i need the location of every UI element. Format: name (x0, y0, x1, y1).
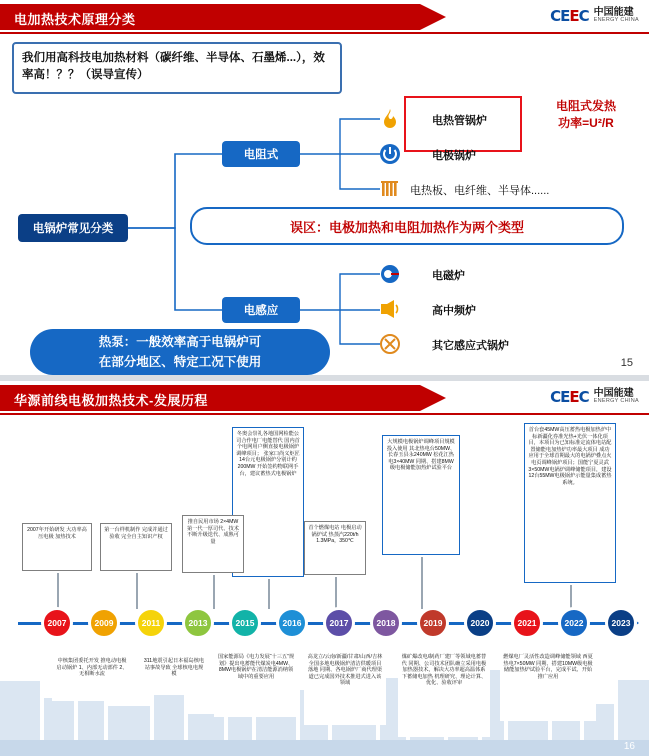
coil-icon (378, 332, 402, 356)
milestone-card-top-2: 大规模电极锅炉调峰项目規模投入使用 其北热电台50MW、长春玉县永240MW 松花江热电3×40MW 同期、搭建8MW级电极储能加热炉试验平台 (382, 435, 460, 555)
leaf-electromagnetic-furnace: 电磁炉 (432, 270, 465, 282)
milestone-card-mid-4: 首个燃煤电站 电极启动锅炉试 热蒸汽220t/h 1.3MPa，350℃ (304, 521, 366, 575)
flame-icon (378, 107, 402, 131)
milestone-card-mid-3: 推自民用市场 2×4MW 第一代一厚司代、技术不断升级迭代、成熟可量 (182, 515, 244, 573)
timeline-tick (421, 557, 423, 609)
node-inductive[interactable]: 电感应 (222, 297, 300, 323)
timeline-tick (136, 573, 138, 609)
timeline-year-2021[interactable]: 2021 (511, 607, 543, 639)
timeline-year-2016[interactable]: 2016 (276, 607, 308, 639)
timeline-year-2018[interactable]: 2018 (370, 607, 402, 639)
leaf-panel-fiber-semiconductor: 电热板、电纤维、半导体...... (410, 185, 550, 197)
logo-company-en-2: ENERGY CHINA (593, 398, 639, 405)
logo-company-en: ENERGY CHINA (593, 17, 639, 24)
milestone-card-mid-1: 2007年开始研发 大功率高压电极 加热技术 (22, 523, 92, 571)
heat-pump-callout (30, 329, 330, 375)
slide1-header (0, 0, 649, 34)
frequency-icon (378, 297, 402, 321)
timeline-tick (570, 585, 572, 609)
radiator-icon (378, 177, 402, 201)
milestone-card-mid-2: 第一台样机制作 完成并通过验收 完全自主知识产权 (100, 523, 172, 571)
node-resistive[interactable]: 电阻式 (222, 141, 300, 167)
slide-development-history (0, 381, 649, 756)
slide2-body (0, 415, 649, 756)
milestone-card-bottom-5: 煤矿爆改电/制药厂建厂等领域电蓄替代 同期、公司技术团队确立采用电极加热器技术，解决大功率超高温体系下蓄储电加热 机理研究、理论计算、优化、验收评审 (398, 651, 490, 737)
milestone-card-top-1: 冬奥会崇礼各地国网检能公司合作电厂电能替代 国内首个电网用户侧直接电极锅炉调峰项目； 张家口尚义炬匠14台元电极锅炉分别计约200MW 开始签约物联网手台，建议蓄热式电极锅炉 (232, 427, 304, 577)
slide1-body (0, 34, 649, 375)
slide2-header (0, 381, 649, 415)
heat-pump-line2: 在部分地区、特定工况下使用 (98, 355, 262, 369)
misleading-note: 我们用高科技电加热材料（碳纤维、半导体、石墨烯...），效率高！？？（误导宣传） (12, 42, 342, 94)
timeline-year-2017[interactable]: 2017 (323, 607, 355, 639)
timeline-tick (57, 573, 59, 609)
timeline-year-2007[interactable]: 2007 (41, 607, 73, 639)
page-title: 电加热技术原理分类 (14, 12, 136, 27)
timeline-year-2022[interactable]: 2022 (558, 607, 590, 639)
slide1-page-number: 15 (620, 357, 633, 369)
leaf-electric-tube-boiler: 电热管锅炉 (432, 115, 487, 127)
milestone-card-bottom-6: 燃煤电厂灵活性改造调峰储能领域 西夏热电7×50MW 同期、搭建10MW级电极储能加热炉试验平台，完成平试、开始推广应用 (500, 651, 596, 721)
logo-mark: CEEC (550, 7, 589, 25)
milestone-card-top-3: 首台套45MW高压蓄热电极加热炉中标新疆化券准光热+光伏一体化项目，本项目为已知标准定流体电站配置储能电加热炉功率最大项目 成功应用于全球首期最大的电锅炉叠点火电页调峰锅炉项目；国能宁夏灵武3×50MW电锅炉调峰储能项目，建设12台55MW电极锅炉示能量集成蓄热系统。 (524, 423, 616, 583)
timeline-year-2009[interactable]: 2009 (88, 607, 120, 639)
logo-company-cn-2: 中国能建 (593, 387, 634, 399)
timeline-year-2020[interactable]: 2020 (464, 607, 496, 639)
timeline-tick (213, 575, 215, 609)
milestone-card-bottom-1: 中核集团委托开发 推电动电极启动锅炉 1、内部无动部件 2、无相断水流 (52, 655, 132, 701)
formula-line2: 功率=U²/R (558, 116, 614, 130)
logo-company-cn: 中国能建 (593, 6, 634, 18)
brand-logo (550, 7, 639, 25)
leaf-electrode-boiler: 电极锅炉 (432, 150, 476, 162)
power-icon (378, 142, 402, 166)
timeline-year-2023[interactable]: 2023 (605, 607, 637, 639)
slide-heating-classification (0, 0, 649, 375)
timeline-tick (335, 577, 337, 609)
slide2-page-number: 16 (623, 741, 635, 752)
misconception-callout: 误区：电极加热和电阻加热作为两个类型 (190, 207, 624, 245)
leaf-mid-high-frequency-furnace: 高中频炉 (432, 305, 476, 317)
heat-pump-line1: 热泵：一般效率高于电锅炉可 (98, 335, 262, 349)
timeline-year-2011[interactable]: 2011 (135, 607, 167, 639)
logo-mark-2: CEEC (550, 388, 589, 406)
brand-logo-2 (550, 388, 639, 406)
formula-line1: 电阻式发热 (555, 99, 616, 113)
milestone-card-bottom-4: 高龙立/云南/新疆/甘肃/山西/吉林全国多地电极锅炉清洁供暖项目落地 同期、各电锅炉厂商代理渠道已完成国外技术推进式进入该领域 (304, 651, 386, 725)
timeline-year-2015[interactable]: 2015 (229, 607, 261, 639)
timeline-year-2013[interactable]: 2013 (182, 607, 214, 639)
milestone-card-bottom-2: 311地震引起日本福岛核电站事故导致 全球核电电规模 (140, 655, 208, 695)
leaf-other-induction-boiler: 其它感应式锅炉 (432, 340, 509, 352)
formula-annotation (532, 98, 640, 132)
category-label: 电锅炉常见分类 (18, 214, 128, 242)
timeline-tick (268, 579, 270, 609)
milestone-card-bottom-3: 国家能源局《电力发展“十三五”规划》提出电蓄能代煤炭电4MW、8MW电极锅炉在清洁能源消纳领域中的重要应用 (214, 651, 298, 717)
timeline-year-2019[interactable]: 2019 (417, 607, 449, 639)
induction-coil-icon (378, 262, 402, 286)
page-title-2: 华源前线电极加热技术-发展历程 (14, 393, 208, 408)
